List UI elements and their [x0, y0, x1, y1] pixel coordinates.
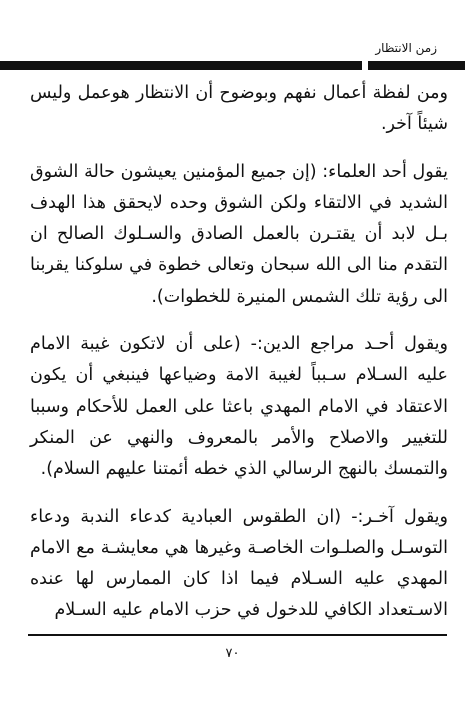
page-number: ٧٠ — [225, 646, 240, 661]
header-rule-gap — [362, 61, 368, 70]
paragraph-2: يقول أحد العلماء: (إن جميع المؤمنين يعيشون حالة الشوق الشديد في الالتقاء ولكن الشوق وحده لايحقق هذا الهدف بـل لابد أن يقتـرن بالعمل الصادق والسـلوك الصالح ان التقدم منا الى الله سبحان وتعالى خطوة في سلوكنا يقربنا الى رؤية تلك الشمس المنيرة للخطوات). — [30, 161, 448, 307]
footer-rule — [28, 634, 447, 636]
paragraph-3: ويقول أحـد مراجع الدين:- (على أن لاتكون غيبة الامام عليه السـلام سـبباً لغيبة الامة وضياعها فينبغي أن يكون الاعتقاد في الامام المهدي باعثا على العمل للأحكام وسببا للتغيير والاصلاح والأمر بالمعروف والنهي عن المنكر والتمسك بالنهج الرسالي الذي خطه أئمتنا عليهم السلام). — [30, 334, 448, 480]
running-title: زمن الانتظار — [375, 41, 437, 55]
paragraph-1: ومن لفظة أعمال نفهم وبوضوح أن الانتظار هوعمل وليس شيئاً آخر. — [30, 83, 448, 135]
body-text — [30, 78, 448, 627]
header-rule — [0, 61, 465, 70]
paragraph-4: ويقول آخـر:- (ان الطقوس العبادية كدعاء الندبة ودعاء التوسـل والصلـوات الخاصـة وغيرها هي معايشـة مع الامام المهدي عليه السـلام فيما اذا كان الممارس لها عنده الاسـتعداد الكافي للدخول في حزب الامام عليه السـلام — [30, 506, 448, 621]
